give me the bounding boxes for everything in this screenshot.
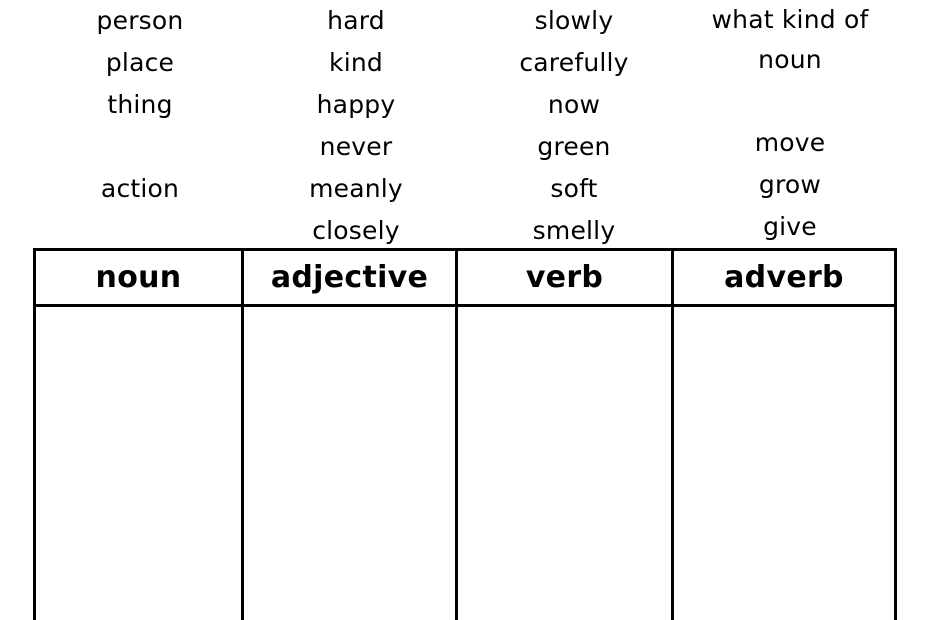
- word-bank-column-3: [465, 0, 683, 248]
- word-bank-word: carefully: [519, 48, 629, 77]
- table-header-verb: verb: [458, 251, 674, 304]
- table-body: [36, 307, 894, 620]
- word-bank-spacer: [136, 126, 144, 168]
- word-bank-word: thing: [107, 90, 173, 119]
- table-cell-noun[interactable]: [36, 307, 244, 620]
- word-bank-column-1: [33, 0, 247, 248]
- table-header-adverb: adverb: [724, 260, 844, 295]
- word-bank-word: kind: [329, 48, 383, 77]
- table-cell-verb[interactable]: [458, 307, 674, 620]
- word-bank-word: give: [763, 212, 817, 241]
- word-bank-word: meanly: [309, 174, 403, 203]
- word-bank-phrase: what kind of noun: [711, 5, 869, 74]
- table-header-noun: noun: [36, 251, 244, 304]
- word-bank-word: grow: [758, 170, 822, 199]
- word-bank-word: green: [537, 132, 611, 161]
- word-bank-word: move: [754, 128, 826, 157]
- word-bank-word: person: [96, 6, 184, 35]
- word-bank-word: soft: [550, 174, 598, 203]
- word-bank-column-4: [683, 0, 897, 248]
- word-bank-word: never: [319, 132, 393, 161]
- word-bank-word: action: [100, 174, 180, 203]
- word-bank-spacer: [136, 210, 144, 252]
- table-cell-adverb[interactable]: [674, 307, 894, 620]
- word-bank-word: place: [105, 48, 175, 77]
- table-header-row: [36, 251, 894, 307]
- word-bank-word: now: [547, 90, 601, 119]
- word-bank-word: slowly: [534, 6, 614, 35]
- sorting-table: [33, 248, 897, 620]
- word-bank-word: smelly: [532, 216, 616, 245]
- table-cell-adjective[interactable]: [244, 307, 458, 620]
- word-bank-column-2: [247, 0, 465, 248]
- word-bank-word: closely: [312, 216, 400, 245]
- word-bank: [33, 0, 897, 248]
- table-header-adjective: adjective: [244, 251, 458, 304]
- word-bank-word: hard: [327, 6, 385, 35]
- word-bank-word: happy: [316, 90, 396, 119]
- word-bank-spacer: [786, 80, 794, 122]
